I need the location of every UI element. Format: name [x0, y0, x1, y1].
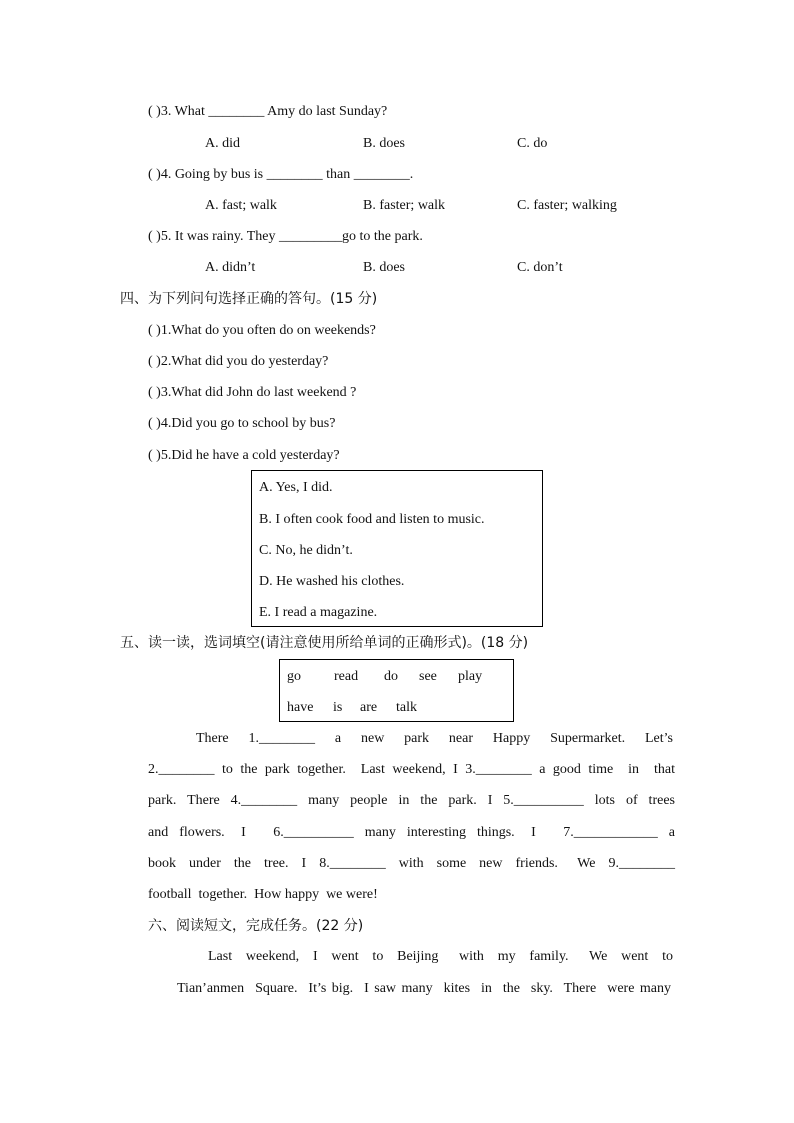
answer-option-a: A. Yes, I did.: [259, 480, 333, 495]
passage-5-line-5: book under the tree. I 8.________ with some new friends. We 9.________: [148, 856, 675, 871]
section-6-heading: 六、阅读短文，完成任务。(22 分): [148, 918, 364, 934]
option-3-5-c: C. don’t: [517, 260, 563, 275]
passage-6-line-2: Tian’anmen Square. It’s big. I saw many kites in the sky. There were many: [177, 981, 671, 996]
passage-5-line-1: There 1.________ a new park near Happy Supermarket. Let’s: [196, 731, 673, 746]
option-3-5-b: B. does: [363, 260, 405, 275]
question-3-5: ( )5. It was rainy. They _________go to the park.: [148, 229, 423, 244]
word-talk: talk: [396, 700, 417, 715]
word-is: is: [333, 700, 343, 715]
question-3-4: ( )4. Going by bus is ________ than ________.: [148, 167, 414, 182]
word-play: play: [458, 669, 483, 684]
question-4-1: ( )1.What do you often do on weekends?: [148, 323, 376, 338]
option-3-3-b: B. does: [363, 136, 405, 151]
passage-6-line-1: Last weekend, I went to Beijing with my family. We went to: [208, 949, 673, 964]
question-4-3: ( )3.What did John do last weekend ?: [148, 385, 357, 400]
option-3-4-c: C. faster; walking: [517, 198, 617, 213]
section-4-heading: 四、为下列问句选择正确的答句。(15 分): [120, 291, 378, 307]
word-are: are: [360, 700, 378, 715]
answer-option-e: E. I read a magazine.: [259, 605, 378, 620]
answer-option-d: D. He washed his clothes.: [259, 574, 405, 589]
word-have: have: [287, 700, 314, 715]
option-3-3-a: A. did: [205, 136, 240, 151]
passage-5-line-2: 2.________ to the park together. Last weekend, I 3.________ a good time in that: [148, 762, 675, 777]
word-read: read: [334, 669, 359, 684]
word-see: see: [419, 669, 437, 684]
question-4-5: ( )5.Did he have a cold yesterday?: [148, 448, 340, 463]
section-5-heading: 五、读一读，选词填空(请注意使用所给单词的正确形式)。(18 分): [120, 635, 529, 651]
option-3-4-a: A. fast; walk: [205, 198, 277, 213]
question-3-3: ( )3. What ________ Amy do last Sunday?: [148, 104, 388, 119]
question-4-2: ( )2.What did you do yesterday?: [148, 354, 329, 369]
word-do: do: [384, 669, 398, 684]
word-bank-box: [279, 659, 514, 722]
question-4-4: ( )4.Did you go to school by bus?: [148, 416, 336, 431]
passage-5-line-3: park. There 4.________ many people in the park. I 5.__________ lots of trees: [148, 793, 675, 808]
answer-option-c: C. No, he didn’t.: [259, 543, 353, 558]
passage-5-line-4: and flowers. I 6.__________ many interesting things. I 7.____________ a: [148, 825, 675, 840]
word-go: go: [287, 669, 301, 684]
answer-option-b: B. I often cook food and listen to music.: [259, 512, 485, 527]
passage-5-line-6: football together. How happy we were!: [148, 887, 378, 902]
answer-choices-box: [251, 470, 543, 627]
option-3-3-c: C. do: [517, 136, 548, 151]
option-3-4-b: B. faster; walk: [363, 198, 446, 213]
option-3-5-a: A. didn’t: [205, 260, 256, 275]
